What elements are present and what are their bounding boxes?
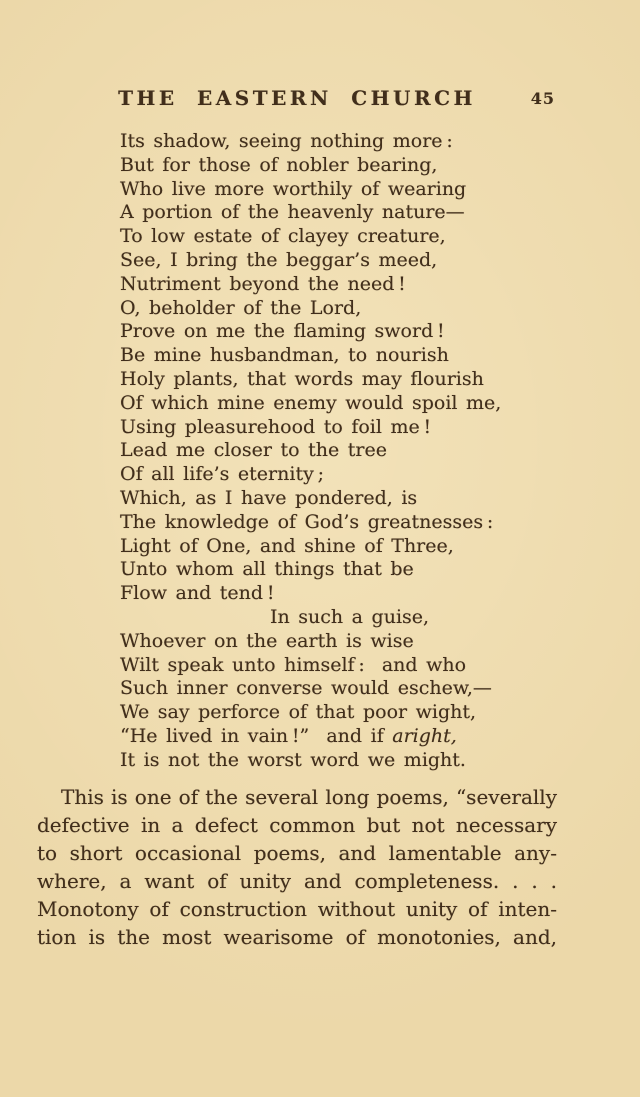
- poem-line: O, beholder of the Lord,: [120, 296, 362, 319]
- poem-line: Unto whom all things that be: [120, 558, 414, 581]
- poem-line: Holy plants, that words may flourish: [120, 367, 484, 390]
- poem-line: We say perforce of that poor wight,: [120, 701, 477, 724]
- poem-line: Lead me closer to the tree: [120, 439, 387, 462]
- poem-line: Using pleasurehood to foil me !: [120, 415, 432, 438]
- paragraph-line: This is one of the several long poems, “severally: [61, 785, 557, 809]
- paragraph-line: tion is the most wearisome of monotonies, and,: [37, 925, 557, 949]
- poem-line: Who live more worthily of wearing: [120, 177, 467, 200]
- poem-line: Prove on me the flaming sword !: [120, 320, 445, 343]
- poem-line: Such inner converse would eschew,—: [120, 677, 492, 700]
- page-number: 45: [530, 89, 555, 108]
- poem-line: Wilt speak unto himself : and who: [120, 653, 467, 676]
- page-title: THE EASTERN CHURCH: [118, 86, 476, 110]
- poem-line: Its shadow, seeing nothing more :: [120, 130, 453, 152]
- poem-line: The knowledge of God’s greatnesses :: [120, 510, 494, 533]
- poem-line: See, I bring the beggar’s meed,: [120, 248, 438, 271]
- poem-line: Light of One, and shine of Three,: [120, 534, 454, 557]
- poem-line: Of which mine enemy would spoil me,: [120, 391, 502, 414]
- poem-line: But for those of nobler bearing,: [120, 153, 438, 176]
- running-header: [37, 86, 557, 116]
- poem-line: Nutriment beyond the need !: [120, 272, 406, 295]
- poem-line: Of all life’s eternity ;: [120, 463, 325, 486]
- poem-line: It is not the worst word we might.: [120, 748, 466, 771]
- italic-word: aright,: [392, 724, 457, 747]
- poem-line: To low estate of clayey creature,: [120, 225, 446, 248]
- paragraph-line: where, a want of unity and completeness. . . .: [37, 869, 557, 893]
- paragraph-line: to short occasional poems, and lamentable any-: [37, 841, 557, 865]
- poem-line: Which, as I have pondered, is: [120, 486, 418, 509]
- poem-block: [120, 130, 610, 773]
- prose-paragraph: [37, 783, 557, 951]
- paragraph-line: defective in a defect common but not necessary: [37, 813, 557, 837]
- poem-line: A portion of the heavenly nature—: [120, 201, 465, 224]
- poem-line: Flow and tend !: [120, 582, 275, 605]
- poem-line: Be mine husbandman, to nourish: [120, 344, 449, 367]
- paragraph-line: Monotony of construction without unity of inten-: [37, 897, 557, 921]
- poem-line: “He lived in vain !” and if aright,: [120, 724, 457, 747]
- poem-line: In such a guise,: [270, 605, 430, 628]
- poem-line: Whoever on the earth is wise: [120, 629, 414, 652]
